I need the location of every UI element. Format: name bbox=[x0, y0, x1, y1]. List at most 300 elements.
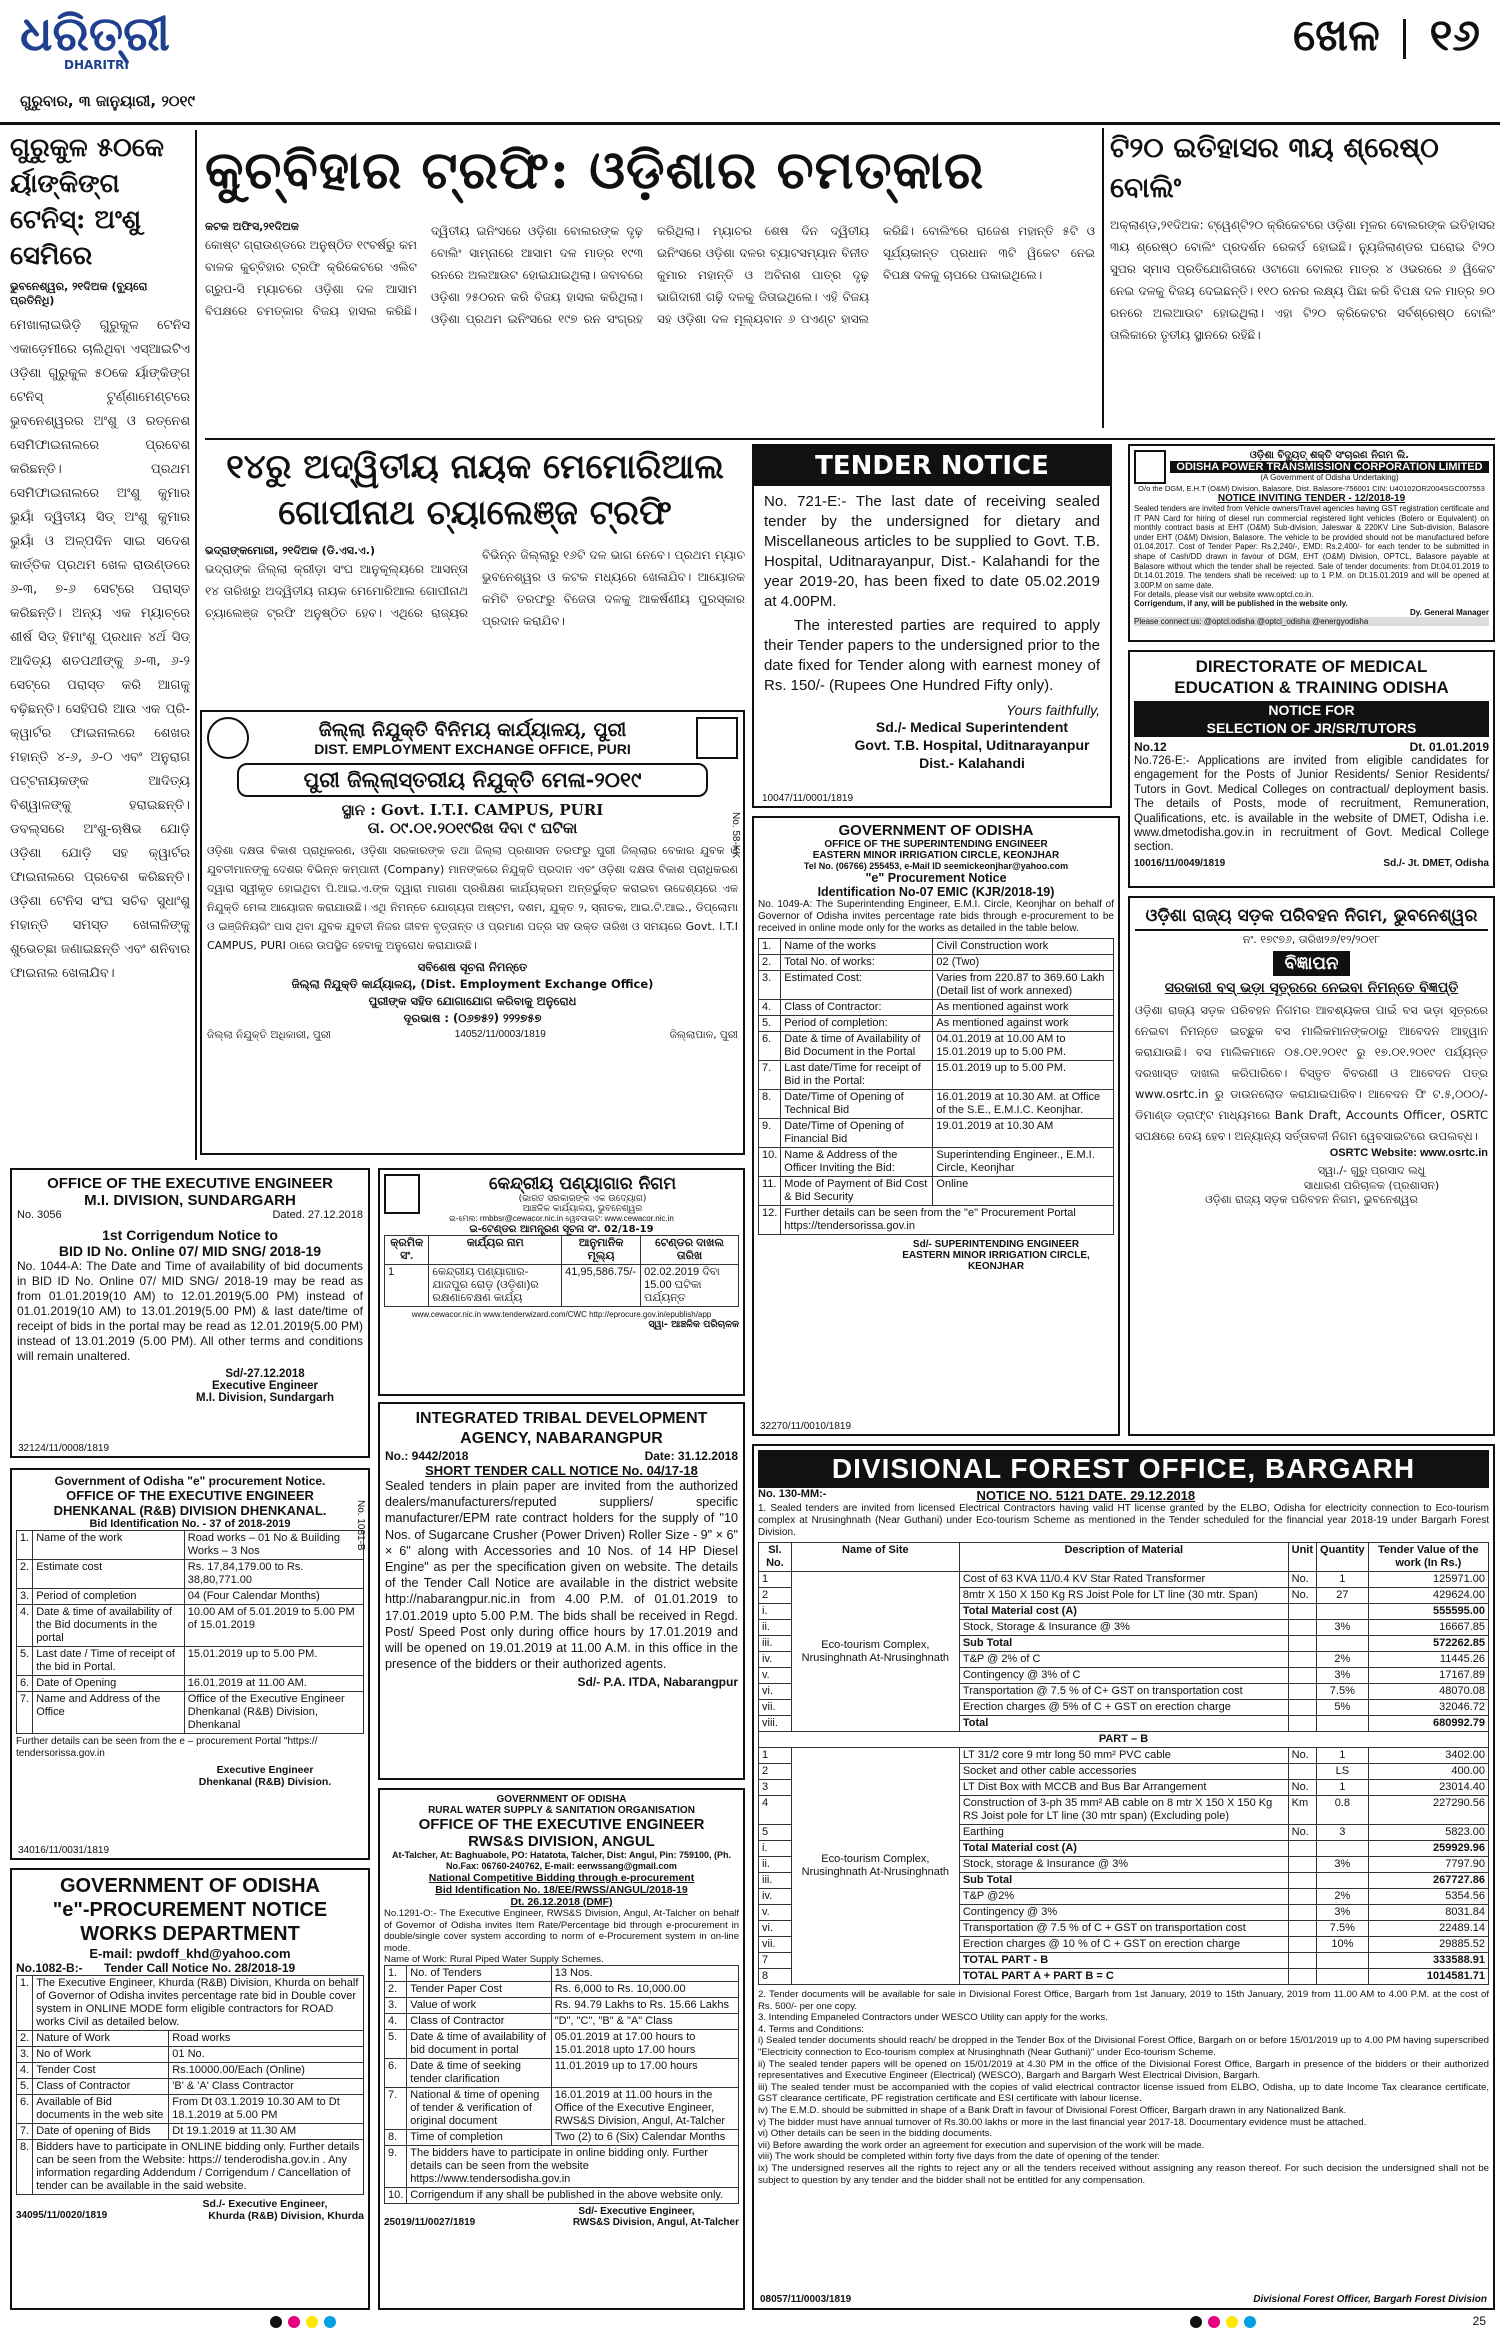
term-item: vi) Other details can be seen in the bidding documents. bbox=[758, 2128, 993, 2140]
story-body: ଭଦ୍ରାଙ୍କ ଜିଲ୍ଲା କ୍ରୀଡ଼ା ସଂଘ ଆନୁକୂଲ୍ୟରେ ଆସନ୍ତା ୧୪ ତାରିଖରୁ ଅଦ୍ୱିତୀୟ ନାୟକ ମେମୋରିଆଲ ଗୋପୀନାଥ ଚ୍ୟାଲେଞ୍ଜ ଟ୍ରଫି ଅନୁଷ୍ଠିତ ହେବ। ଏଥିରେ ରାଜ୍ୟର ବିଭିନ୍ନ ଜିଲ୍ଲାରୁ ୧୬ଟି ଦଳ ଭାଗ ନେବେ। ପ୍ରଥମ ମ୍ୟାଚ ଭୁବନେଶ୍ୱର ଓ କଟକ ମଧ୍ୟରେ ଖେଳାଯିବ। ଆୟୋଜକ କମିଟି ତରଫରୁ ବିଜେତା ଦଳକୁ ଆକର୍ଷଣୀୟ ପୁରସ୍କାର ପ୍ରଦାନ କରାଯିବ। bbox=[205, 548, 745, 628]
row-site: Eco-tourism Complex, Nrusinghnath At-Nrusinghnath bbox=[791, 1572, 959, 1732]
table-cell: କେନ୍ଦ୍ରୀୟ ପଣ୍ୟାଗାର-ଯାଜପୁର ରୋଡ଼ (ଓଡ଼ିଶା)ର ରକ୍ଷଣାବେକ୍ଷଣ କାର୍ଯ୍ୟ bbox=[429, 1265, 562, 1307]
row-number: v. bbox=[759, 1905, 792, 1921]
ad-sign-2: Khurda (R&B) Division, Khurda bbox=[208, 2210, 364, 2222]
ad-sign-2: RWS&S Division, Angul, At-Talcher bbox=[572, 2217, 739, 2228]
registration-marks bbox=[1190, 2316, 1290, 2330]
ad-itda bbox=[378, 1402, 745, 1780]
row-value: Superintending Engineer., E.M.I. Circle, Keonjhar bbox=[933, 1148, 1114, 1177]
row-number: 4. bbox=[17, 1605, 33, 1647]
row-number: 3 bbox=[759, 1780, 792, 1796]
row-quantity: 3% bbox=[1317, 1905, 1369, 1921]
row-quantity: 10% bbox=[1317, 1937, 1369, 1953]
reg-dot bbox=[306, 2316, 318, 2328]
main-headline-box bbox=[205, 128, 1095, 218]
row-value: 01 No. bbox=[169, 2047, 364, 2063]
row-number: 5. bbox=[17, 2079, 33, 2095]
row-quantity: 1 bbox=[1317, 1572, 1369, 1588]
row-value: Dt 19.1.2019 at 11.30 AM bbox=[169, 2124, 364, 2140]
row-quantity: 7.5% bbox=[1317, 1684, 1369, 1700]
ad-footer bbox=[384, 2217, 739, 2228]
mela-venue: ସ୍ଥାନ : Govt. I.T.I. CAMPUS, PURI bbox=[341, 801, 604, 819]
ad-signature bbox=[1255, 1163, 1488, 1193]
ad-sub-2: Bid Identification No. 18/EE/RWSS/ANGUL/2018-19 bbox=[435, 1884, 688, 1896]
ad-title-2: AGENCY, NABARANGPUR bbox=[460, 1430, 663, 1447]
ad-notice: NOTICE INVITING TENDER - 12/2018-19 bbox=[1217, 493, 1406, 504]
table-row bbox=[759, 1206, 1114, 1235]
row-value: 'B' & 'A' Class Contractor bbox=[169, 2079, 364, 2095]
ad-meta bbox=[17, 1209, 363, 1221]
ad-title-2: OFFICE OF THE EXECUTIVE ENGINEER bbox=[66, 1488, 314, 1503]
divider bbox=[1403, 19, 1406, 59]
ad-sign: Sd./- Jt. DMET, Odisha bbox=[1383, 857, 1489, 869]
table-row bbox=[17, 2031, 364, 2047]
row-number: 2. bbox=[17, 1560, 33, 1589]
row-number: vi. bbox=[759, 1684, 792, 1700]
ad-date: Date: 31.12.2018 bbox=[644, 1449, 738, 1463]
row-value: 333588.91 bbox=[1368, 1953, 1488, 1969]
ad-title-2: "e"-PROCUREMENT NOTICE bbox=[52, 1899, 328, 1921]
row-label: Date of opening of Bids bbox=[33, 2124, 169, 2140]
row-description: Total Material cost (A) bbox=[959, 1841, 1288, 1857]
row-number: ii. bbox=[759, 1857, 792, 1873]
table-row bbox=[759, 939, 1114, 955]
row-label: Time of completion bbox=[407, 2130, 551, 2146]
row-value: 3402.00 bbox=[1368, 1748, 1488, 1764]
row-value: 19.01.2019 at 10.30 AM bbox=[933, 1119, 1114, 1148]
row-number: 12. bbox=[759, 1206, 781, 1235]
section-name: ଖେଳ bbox=[1293, 10, 1380, 61]
row-number: 3. bbox=[759, 971, 781, 1000]
term-item: ii) The sealed tender papers will be opened on 15/01/2019 at 4.30 PM in the office of the Divisional Forest Office, Bargarh in presence of the bidders or their authorized representatives and Executive Engineer (Electrical) (WESCO), Bargarh and Bargarh West Electrical Division, Bargarh. bbox=[758, 2058, 1489, 2082]
row-value: 1014581.71 bbox=[1368, 1969, 1488, 1985]
column-header: Unit bbox=[1288, 1543, 1316, 1572]
ad-sign-2: EASTERN MINOR IRRIGATION CIRCLE, KEONJHAR bbox=[902, 1250, 1090, 1272]
ad-notice-1: "e" Procurement Notice bbox=[865, 871, 1007, 885]
row-number: vii. bbox=[759, 1700, 792, 1716]
row-number: 4. bbox=[759, 1000, 781, 1016]
row-unit: No. bbox=[1288, 1780, 1316, 1796]
ad-body: No.726-E:- Applications are invited from eligible candidates for engagement for the Posts of Junior Residents/ Senior Residents/ Tutors in Govt. Medical Colleges on contractual/ deployment basis. The details of Posts, mode of recruitment, Remuneration, Qualifications, etc. is available in the website of DMET, Odisha i.e. www.dmetodisha.gov.in in recruitment of Govt. Medical College section. bbox=[1134, 755, 1489, 854]
row-label: Date & time of seeking tender clarification bbox=[407, 2059, 551, 2088]
row-number: viii. bbox=[759, 1716, 792, 1732]
ad-email: ଇ-ମେଲ: rmbbsr@cewacor.nic.in ୱେବସାଇଟ: www.cewacor.nic.in bbox=[449, 1214, 674, 1223]
ad-ref: 14052/11/0003/1819 bbox=[454, 1029, 546, 1040]
ad-address: At-Talcher, At: Baghuabole, PO: Hatatota, Talcher, Dist: Angul, Pin: 759100, (Ph. No.Fax: 06760-240762, E-mail: eerwssang@gmail.com bbox=[391, 1850, 732, 1871]
ad-title: DIVISIONAL FOREST OFFICE, BARGARH bbox=[758, 1450, 1489, 1488]
ad-ref: 32124/11/0008/1819 bbox=[18, 1443, 110, 1454]
ad-tender-tb-hospital bbox=[752, 444, 1112, 808]
row-quantity bbox=[1317, 1953, 1369, 1969]
ad-notice: ଇ-ଟେଣ୍ଡର ଆମନ୍ତ୍ରଣ ସୂଚନା ସଂ. 02/18-19 bbox=[469, 1224, 654, 1235]
contact-line: ପୁରୀଙ୍କ ସହିତ ଯୋଗାଯୋଗ କରିବାକୁ ଅନୁରୋଧ bbox=[368, 994, 577, 1008]
row-quantity: 2% bbox=[1317, 1652, 1369, 1668]
ad-meta bbox=[758, 1488, 1489, 1503]
column-header: Description of Material bbox=[959, 1543, 1288, 1572]
row-number: 2. bbox=[759, 955, 781, 971]
ad-optcl bbox=[1128, 444, 1495, 642]
row-unit bbox=[1288, 1652, 1316, 1668]
headline-line-2: ଗୋପୀନାଥ ଚ୍ୟାଲେଞ୍ଜ ଟ୍ରଫି bbox=[278, 493, 672, 533]
story-memorial bbox=[205, 444, 745, 704]
row-value: 400.00 bbox=[1368, 1764, 1488, 1780]
ad-address: ଆଞ୍ଚଳିକ କାର୍ଯ୍ୟାଳୟ, ଭୁବନେଶ୍ୱର bbox=[522, 1204, 643, 1214]
row-description: LT Dist Box with MCCB and Bus Bar Arrangement bbox=[959, 1780, 1288, 1796]
row-text: The Executive Engineer, Khurda (R&B) Division, Khurda on behalf of Governor of Odisha invites percentage rate bid in Double cover system in ONLINE MODE form eligible contractors for ROAD works Civil as detailed below. bbox=[33, 1976, 364, 2031]
ad-notice-2: SELECTION OF JR/SR/TUTORS bbox=[1134, 719, 1489, 737]
ad-sign-1: Executive Engineer bbox=[216, 1764, 314, 1776]
edition-date: ଗୁରୁବାର, ୩ ଜାନୁୟାରୀ, ୨୦୧୯ bbox=[20, 92, 195, 110]
column-header: କ୍ରମିକ ସଂ. bbox=[385, 1236, 429, 1265]
row-quantity bbox=[1317, 1716, 1369, 1732]
ad-title-1: INTEGRATED TRIBAL DEVELOPMENT bbox=[415, 1410, 708, 1427]
row-number: 5 bbox=[759, 1825, 792, 1841]
row-number: 8. bbox=[759, 1090, 781, 1119]
reg-dot bbox=[1244, 2316, 1256, 2328]
table-row bbox=[759, 1148, 1114, 1177]
row-description: T&P @ 2% of C bbox=[959, 1652, 1288, 1668]
ad-title-3: OFFICE OF THE EXECUTIVE ENGINEER bbox=[418, 1816, 705, 1833]
table-row bbox=[385, 2030, 739, 2059]
table-row bbox=[759, 1572, 1489, 1588]
row-number: 6. bbox=[17, 1676, 33, 1692]
row-quantity bbox=[1317, 1841, 1369, 1857]
row-value: 227290.56 bbox=[1368, 1796, 1488, 1825]
side-code: No. 1081-B bbox=[355, 1500, 366, 1551]
row-value: 11.01.2019 up to 17.00 hours bbox=[551, 2059, 738, 2088]
ad-title-4: RWS&S DIVISION, ANGUL bbox=[468, 1833, 655, 1850]
row-number: 9. bbox=[759, 1119, 781, 1148]
row-unit bbox=[1288, 1841, 1316, 1857]
ad-sign-1: Sd./- Executive Engineer, bbox=[202, 2198, 328, 2210]
row-number: 1. bbox=[17, 1531, 33, 1560]
odisha-emblem-icon bbox=[207, 717, 249, 759]
row-value: 572262.85 bbox=[1368, 1636, 1488, 1652]
sign-line: Dist.- Kalahandi bbox=[919, 755, 1025, 771]
row-value: 11445.26 bbox=[1368, 1652, 1488, 1668]
ad-work: Name of Work: Rural Piped Water Supply Schemes. bbox=[384, 1954, 604, 1965]
term-item: iii) The sealed tender must be accompanied with the copies of valid electrical contractor license issued from ELBO, Odisha, up to date Income Tax clearance certificate, GST clearance certificate, PF registration certificate and ESI certificate with labour license. bbox=[758, 2081, 1489, 2105]
page-footer-number: 25 bbox=[1472, 2314, 1486, 2328]
row-value: 13 Nos. bbox=[551, 1966, 738, 1982]
row-description: Transportation @ 7.5 % of C + GST on transportation cost bbox=[959, 1921, 1288, 1937]
row-text: The bidders have to participate in online bidding only. Further details can be seen from the website https://www.tendersodisha.gov.in bbox=[407, 2146, 739, 2188]
term-item: viii) The work should be completed within forty five days from the date of opening of the tender. bbox=[758, 2151, 1160, 2163]
ad-osrtc bbox=[1128, 896, 1495, 1436]
row-number: 9. bbox=[385, 2146, 407, 2188]
row-description: Socket and other cable accessories bbox=[959, 1764, 1288, 1780]
ad-header bbox=[384, 1174, 739, 1214]
row-label: Date & time of Availability of Bid Document in the Portal bbox=[781, 1032, 933, 1061]
row-label: Last date/Time for receipt of Bid in the Portal: bbox=[781, 1061, 933, 1090]
table-row bbox=[17, 1976, 364, 2031]
row-label: Name and Address of the Office bbox=[33, 1692, 185, 1734]
row-number: 4. bbox=[385, 2014, 407, 2030]
ad-ref: 08057/11/0003/1819 bbox=[760, 2294, 852, 2305]
ad-sub: (ଭାରତ ସରକାରଙ୍କ ଏକ ଉଦ୍ୟୋଗ) bbox=[518, 1194, 647, 1204]
row-value: 7797.90 bbox=[1368, 1857, 1488, 1873]
row-value: 267727.86 bbox=[1368, 1873, 1488, 1889]
ad-website: OSRTC Website: www.osrtc.in bbox=[1329, 1147, 1488, 1159]
row-number: 2 bbox=[759, 1764, 792, 1780]
table-row bbox=[385, 1982, 739, 1998]
column-header: ଆନୁମାନିକ ମୂଲ୍ୟ bbox=[562, 1236, 641, 1265]
row-number: 7. bbox=[759, 1061, 781, 1090]
ad-meta bbox=[385, 1449, 738, 1463]
column-divider bbox=[195, 130, 197, 1160]
row-description: Total bbox=[959, 1716, 1288, 1732]
dateline: ଭୁବନେଶ୍ୱର, ୨୧ଦିଅକ (ବ୍ୟୁରୋ ପ୍ରତିନିଧି) bbox=[10, 280, 148, 307]
contact-block bbox=[207, 959, 738, 1027]
row-description: T&P @2% bbox=[959, 1889, 1288, 1905]
sign-line: ସ୍ୱା./- ଗୁରୁ ପ୍ରସାଦ ଲଧୁ bbox=[1317, 1164, 1426, 1177]
row-number: iv. bbox=[759, 1652, 792, 1668]
row-label: No of Work bbox=[33, 2047, 169, 2063]
ad-dmet bbox=[1128, 650, 1495, 888]
row-value: Online bbox=[933, 1177, 1114, 1206]
row-quantity bbox=[1317, 1604, 1369, 1620]
term-item: iv) The E.M.D. should be submitted in shape of a Bank Draft in favour of Divisional Forest Officer, Bargarh drawn in any Nationalized Bank. bbox=[758, 2104, 1347, 2116]
story-body: କୋଷ୍ଟ ଗ୍ରାଉଣ୍ଡରେ ଅନୁଷ୍ଠିତ ୧୯ବର୍ଷରୁ କମ ବାଳକ କୁଚ୍‌ବିହାର ଟ୍ରଫି କ୍ରିକେଟରେ ଏଲିଟ ଗ୍ରୁପ-ସି ମ୍ୟାଚରେ ଓଡ଼ିଶା ଦଳ ଆସାମ ବିପକ୍ଷରେ ଚମତ୍କାର ବିଜୟ ହାସଲ କରିଛି। ଦ୍ୱିତୀୟ ଇନିଂସରେ ଓଡ଼ିଶା ବୋଲରଙ୍କ ଦୃଢ଼ ବୋଲିଂ ସାମ୍ନାରେ ଆସାମ ଦଳ ମାତ୍ର ୧୯୩ ରନରେ ଅଲଆଉଟ ହୋଇଯାଇଥିଲା। ଜବାବରେ ଓଡ଼ିଶା ୨୫୦ରନ କରି ବିଜୟ ହାସଲ କରିଥିଲା। ଓଡ଼ିଶା ପ୍ରଥମ ଇନିଂସରେ ୧୯୭ ରନ ସଂଗ୍ରହ କରିଥିଲା। ମ୍ୟାଚର ଶେଷ ଦିନ ଦ୍ୱିତୀୟ ଇନିଂସରେ ଓଡ଼ିଶା ଦଳର ବ୍ୟାଟସମ୍ୟାନ ବିନୀତ କୁମାର ମହାନ୍ତି ଓ ଅବିନାଶ ପାତ୍ର ଦୃଢ଼ ଭାଗିଦାରୀ ଗଢ଼ି ଦଳକୁ ଜିତାଇଥିଲେ। ଏହି ବିଜୟ ସହ ଓଡ଼ିଶା ଦଳ ମୂଲ୍ୟବାନ ୬ ପଏଣ୍ଟ ହାସଲ କରିଛି। ବୋଲିଂରେ ରାଜେଶ ମହାନ୍ତି ୫ଟି ଓ ସୂର୍ଯ୍ୟକାନ୍ତ ପ୍ରଧାନ ୩ଟି ୱିକେଟ ନେଇ ବିପକ୍ଷ ଦଳକୁ ଚାପରେ ପକାଇଥିଲେ। bbox=[205, 224, 1095, 326]
signature bbox=[834, 718, 1110, 772]
ad-notice-line bbox=[16, 1961, 364, 1975]
body-para-1: No. 721-E:- The last date of receiving sealed tender by the undersigned for dietary and Miscellaneous articles to be supplied to Govt. T.B. Hospital, Uditnarayanpur, Dist.- Kalahandi for the year 2019-20, has been fixed to date 05.02.2019 at 4.00PM. bbox=[764, 493, 1100, 610]
row-label: Date/Time of Opening of Technical Bid bbox=[781, 1090, 933, 1119]
row-value: 16667.85 bbox=[1368, 1620, 1488, 1636]
row-description: Total Material cost (A) bbox=[959, 1604, 1288, 1620]
row-description: Construction of 3-ph 35 mm² AB cable on 8 mtr X 150 X 150 Kg RS Joist pole for LT line (30 mtr span) (Excluding pole) bbox=[959, 1796, 1288, 1825]
row-text: Bidders have to participate in ONLINE bidding only. Further details can be seen from the Website: https:// tenderodisha.gov.in . Any information regarding Addendum / Corrigendum / Cancellation of tender can be available in the said website. bbox=[33, 2140, 364, 2195]
row-value: 259929.96 bbox=[1368, 1841, 1488, 1857]
ad-notice-2: Identification No-07 EMIC (KJR/2018-19) bbox=[817, 885, 1055, 899]
row-label: Estimated Cost: bbox=[781, 971, 933, 1000]
ad-sub-1: 1st Corrigendum Notice to bbox=[102, 1227, 278, 1243]
ad-ref: 10016/11/0049/1819 bbox=[1134, 857, 1226, 869]
ad-ref: 32270/11/0010/1819 bbox=[760, 1421, 852, 1432]
reg-dot bbox=[1208, 2316, 1220, 2328]
ad-footer bbox=[16, 2210, 364, 2222]
contact-phone: ଦୂରଭାଷ : (୦୬୭୫୨) ୨୨୨୭୫୭ bbox=[403, 1011, 542, 1025]
column-header: କାର୍ଯ୍ୟର ନାମ bbox=[429, 1236, 562, 1265]
table-row bbox=[759, 1000, 1114, 1016]
table-row bbox=[17, 2079, 364, 2095]
row-value: Road works – 01 No & Building Works – 3 Nos bbox=[184, 1531, 363, 1560]
row-quantity bbox=[1317, 1873, 1369, 1889]
ad-date: Dt. 01.01.2019 bbox=[1409, 740, 1489, 754]
ad-title-1: GOVERNMENT OF ODISHA bbox=[496, 1794, 627, 1805]
row-value: 15.01.2019 up to 5.00 PM. bbox=[184, 1647, 363, 1676]
row-value: Rs. 6,000 to Rs. 10,000.00 bbox=[551, 1982, 738, 1998]
ad-sign-1: Sd/-27.12.2018 bbox=[225, 1368, 305, 1380]
forest-table bbox=[758, 1542, 1489, 1985]
logo-subtext: DHARITRI bbox=[64, 58, 129, 72]
row-value: 16.01.2019 at 11.00 AM. bbox=[184, 1676, 363, 1692]
ad-dhenkanal bbox=[10, 1468, 370, 1860]
ad-sub: Bid Identification No. - 37 of 2018-2019 bbox=[89, 1518, 291, 1530]
ad-title: DIST. EMPLOYMENT EXCHANGE OFFICE, PURI bbox=[314, 741, 631, 757]
ad-title-1: GOVERNMENT OF ODISHA bbox=[838, 822, 1034, 839]
ad-header bbox=[207, 717, 738, 759]
dhenkanal-table bbox=[16, 1530, 364, 1734]
ad-body: Sealed tenders are invited from Vehicle owners/Travel agencies having GST registration certificate and IT PAN Card for hiring of diesel run commercial registered light vehicles (Bolero or Equivalent) on monthly contract basis at EHT (O&M) Sub-division, Jaleswar & 220KV Line Sub-division, Balasore under EHT (O&M) Division, Balasore. The vehicle to be provided should not be manufactured before 01.04.2017. Cost of Tender Paper: Rs.2,240/-, EMD: Rs.2,400/- for each tender to be submitted in shape of Cash/DD drawn in favour of DGM, EHT (O&M) Division, OPTCL, Balasore payable at Balasore without which the tender shall be rejected. Sale of tender documents: from Dt.04.01.2019 to Dt.14.01.2019. The tenders shall be received: up to 1 P.M. on Dt.15.01.2019 and will be opened at 3.00P.M on same date. bbox=[1134, 504, 1489, 590]
cwc-logo-icon bbox=[384, 1174, 420, 1214]
column-header: Name of Site bbox=[791, 1543, 959, 1572]
mela-title: ପୁରୀ ଜିଲ୍ଲାସ୍ତରୀୟ ନିଯୁକ୍ତି ମେଳା-୨୦୧୯ bbox=[237, 763, 708, 797]
row-label: Name of the work bbox=[33, 1531, 185, 1560]
row-quantity: 1 bbox=[1317, 1780, 1369, 1796]
row-number: 5. bbox=[759, 1016, 781, 1032]
mela-datetime: ତା. ୦୯.୦୧.୨୦୧୯ରିଖ ଦିବା ୯ ଘଟିକା bbox=[367, 819, 578, 837]
row-number: ii. bbox=[759, 1620, 792, 1636]
ad-body bbox=[754, 486, 1110, 702]
term-item: i) Sealed tender documents should reach/ be dropped in the Tender Box of the Divisional Forest Office, Bargarh on or before 15/01/2019 up to 4.00 PM having superscribed "Electricity connection to Eco-tourism complex at Nrusinghnath (Near Guthani)" under Eco-tourism Scheme. bbox=[758, 2035, 1489, 2058]
registration-marks bbox=[270, 2316, 370, 2330]
ad-employment-puri bbox=[200, 710, 745, 1155]
main-headline: କୁଚ୍‌ବିହାର ଟ୍ରଫି: ଓଡ଼ିଶାର ଚମତ୍କାର bbox=[205, 140, 985, 201]
row-unit: No. bbox=[1288, 1825, 1316, 1841]
row-value: Rs. 17,84,179.00 to Rs. 38,80,771.00 bbox=[184, 1560, 363, 1589]
row-description: Cost of 63 KVA 11/0.4 KV Star Rated Transformer bbox=[959, 1572, 1288, 1588]
row-quantity: 3 bbox=[1317, 1825, 1369, 1841]
row-divider bbox=[205, 438, 1495, 440]
reg-dot bbox=[288, 2316, 300, 2328]
ad-no: No.12 bbox=[1134, 740, 1167, 754]
headline: ଟି୨୦ ଇତିହାସର ୩ୟ ଶ୍ରେଷ୍ଠ ବୋଲିଂ bbox=[1110, 131, 1439, 204]
ad-sub-3: Dt. 26.12.2018 (DMF) bbox=[510, 1896, 613, 1908]
ad-title: କେନ୍ଦ୍ରୀୟ ପଣ୍ୟାଗାର ନିଗମ bbox=[488, 1174, 677, 1194]
row-unit bbox=[1288, 1716, 1316, 1732]
logo-text: ଧରିତ୍ରୀ bbox=[20, 6, 170, 62]
row-value: 17167.89 bbox=[1368, 1668, 1488, 1684]
row-label: Estimate cost bbox=[33, 1560, 185, 1589]
row-number: 5. bbox=[385, 2030, 407, 2059]
term-item: v) The bidder must have annual turnover of Rs.30.00 lakhs or more in the last financial year 2017-18. Documentary evidence must be attached. bbox=[758, 2116, 1367, 2128]
table-row bbox=[17, 1589, 364, 1605]
row-unit: No. bbox=[1288, 1588, 1316, 1604]
ad-forest-bargarh bbox=[752, 1444, 1495, 2310]
ad-title-3: DHENKANAL (R&B) DIVISION DHENKANAL. bbox=[53, 1503, 327, 1518]
row-label: Date & time of availability of bid document in portal bbox=[407, 2030, 551, 2059]
row-value: Rs.10000.00/Each (Online) bbox=[169, 2063, 364, 2079]
row-value: 125971.00 bbox=[1368, 1572, 1488, 1588]
row-quantity: 2% bbox=[1317, 1889, 1369, 1905]
ad-notice: NOTICE NO. 5121 DATE. 29.12.2018 bbox=[976, 1488, 1196, 1503]
row-number: 7 bbox=[759, 1953, 792, 1969]
ad-title-2: OFFICE OF THE SUPERINTENDING ENGINEER bbox=[824, 839, 1048, 850]
table-row bbox=[759, 1032, 1114, 1061]
table-row bbox=[385, 2130, 739, 2146]
row-number: 1 bbox=[759, 1748, 792, 1764]
row-unit bbox=[1288, 1937, 1316, 1953]
row-value: As mentioned against work bbox=[933, 1016, 1114, 1032]
cwc-table bbox=[384, 1235, 739, 1307]
row-label: Class of Contractor: bbox=[781, 1000, 933, 1016]
row-value: 04.01.2019 at 10.00 AM to 15.01.2019 up to 5.00 PM. bbox=[933, 1032, 1114, 1061]
row-value: 48070.08 bbox=[1368, 1684, 1488, 1700]
ad-sundargarh bbox=[10, 1168, 370, 1458]
row-value: "D", "C", "B" & "A" Class bbox=[551, 2014, 738, 2030]
row-site: Eco-tourism Complex, Nrusinghnath At-Nrusinghnath bbox=[791, 1748, 959, 1985]
row-description: 8mtr X 150 X 150 Kg RS Joist Pole for LT line (30 mtr. Span) bbox=[959, 1588, 1288, 1604]
row-value: Civil Construction work bbox=[933, 939, 1114, 955]
row-value: 04 (Four Calendar Months) bbox=[184, 1589, 363, 1605]
table-row bbox=[759, 955, 1114, 971]
row-number: 6. bbox=[385, 2059, 407, 2088]
story-body: ମେଖାଲାଇଭିଡ଼ି ଗୁରୁକୁଳ ଟେନିସ ଏକାଡ଼େମୀରେ ଚାଲିଥିବା ଏସ୍‌ଆଇଟିଏ ଓଡ଼ିଶା ଗୁରୁକୁଳ ୫୦କେ ର୍ୟାଙ୍କିଙ୍ଗ ଟେନିସ୍ ଟୁର୍ଣ୍ଣାମେଣ୍ଟରେ ଭୁବନେଶ୍ୱରର ଅଂଶୁ ଓ ରତ୍ନେଶ ସେମିଫାଇନାଲରେ ପ୍ରବେଶ କରିଛନ୍ତି। ପ୍ରଥମ ସେମିଫାଇନାଲରେ ଅଂଶୁ କୁମାର ଭୁୟାଁ ଦ୍ୱିତୀୟ ସିଡ୍ ଅଂଶୁ କୁମାର ଭୁୟାଁ ଓ ଅଳ୍ପଦିନ ସାଇ ସଦେଶ କାର୍ତ୍ତିକ ପ୍ରଥମ ଖେଳ ରାଉଣ୍ଡରେ ୬-୩, ୭-୬ ସେଟ୍‌ରେ ପରାସ୍ତ କରିଛନ୍ତି। ଅନ୍ୟ ଏକ ମ୍ୟାଚ୍‌ରେ ଶୀର୍ଷ ସିଡ୍ ହିମାଂଶୁ ପ୍ରଧାନ ୪ର୍ଥ ସିଡ୍ ଆଦିତ୍ୟ ଶତପଥୀଙ୍କୁ ୬-୩, ୬-୨ ସେଟ୍‌ରେ ପରାସ୍ତ କରି ଆଗକୁ ବଢ଼ିଛନ୍ତି। ସେହିପରି ଆଉ ଏକ ପ୍ରି-କ୍ୱାର୍ଟର ଫାଇନାଲରେ ଶେଖର ମହାନ୍ତି ୪-୬, ୬-୦ ଏବଂ ଅନୁରାଗ ପଟ୍ଟନାୟକଙ୍କ ଆଦିତ୍ୟ ବିଶ୍ୱାଳଙ୍କୁ ହରାଇଛନ୍ତି। ଡବଲ୍‌ସରେ ଅଂଶୁ-ଋଷିଭ ଯୋଡ଼ି ଓଡ଼ିଶା ଯୋଡ଼ି ସହ କ୍ୱାର୍ଟର ଫାଇନାଲରେ ପ୍ରବେଶ କରିଛନ୍ତି। ଓଡ଼ିଶା ଟେନିସ ସଂଘ ସଚିବ ସୁଧାଂଶୁ ମହାନ୍ତି ସମସ୍ତ ଖେଳାଳିଙ୍କୁ ଶୁଭେଚ୍ଛା ଜଣାଇଛନ୍ତି ଏବଂ ଶନିବାର ଫାଇନାଲ ଖେଳାଯିବ। bbox=[10, 318, 190, 981]
ody-title: ଓଡ଼ିଶା ବିଦ୍ୟୁତ୍ ଶକ୍ତି ସଂଚାରଣ ନିଗମ ଲି. bbox=[1249, 450, 1410, 461]
ad-further: Further details can be seen from the e – procurement Portal "https:// tendersorissa.gov.in bbox=[16, 1736, 318, 1759]
row-description: TOTAL PART - B bbox=[959, 1953, 1288, 1969]
row-unit bbox=[1288, 1905, 1316, 1921]
row-label: Total No. of works: bbox=[781, 955, 933, 971]
row-label: Name of the works bbox=[781, 939, 933, 955]
ad-date: Dated. 27.12.2018 bbox=[272, 1209, 363, 1221]
row-description: TOTAL PART A + PART B = C bbox=[959, 1969, 1288, 1985]
ad-tel: Tel No. (06766) 255453, e-Mail ID seemickeonjhar@yahoo.com bbox=[803, 861, 1069, 871]
row-quantity: 3% bbox=[1317, 1857, 1369, 1873]
reg-dot bbox=[1226, 2316, 1238, 2328]
row-value: 680992.79 bbox=[1368, 1716, 1488, 1732]
row-value: 02 (Two) bbox=[933, 955, 1114, 971]
table-row bbox=[17, 1560, 364, 1589]
khurda-table bbox=[16, 1975, 364, 2195]
table-row bbox=[17, 2124, 364, 2140]
ad-angul bbox=[378, 1788, 745, 2310]
sign-line: Govt. T.B. Hospital, Uditnarayanpur bbox=[854, 737, 1090, 753]
row-value: Two (2) to 6 (Six) Calendar Months bbox=[551, 2130, 738, 2146]
row-value: 16.01.2019 at 11.00 hours in the Office of the Executive Engineer, RWS&S Division, Angul, At-Talcher bbox=[551, 2088, 738, 2130]
ad-details: For details, please visit our website www.optcl.co.in. bbox=[1134, 590, 1314, 600]
ad-email: E-mail: pwdoff_khd@yahoo.com bbox=[89, 1946, 291, 1961]
row-description: Stock, storage & Insurance @ 3% bbox=[959, 1857, 1288, 1873]
ad-sign-1: Sd/- SUPERINTENDING ENGINEER bbox=[912, 1239, 1080, 1250]
row-label: No. of Tenders bbox=[407, 1966, 551, 1982]
row-unit: No. bbox=[1288, 1748, 1316, 1764]
row-label: Class of Contractor bbox=[407, 2014, 551, 2030]
ad-terms bbox=[758, 1989, 1489, 2186]
ad-title-2: RURAL WATER SUPPLY & SANITATION ORGANISATION bbox=[428, 1805, 695, 1816]
table-row bbox=[385, 1966, 739, 1982]
row-quantity: 27 bbox=[1317, 1588, 1369, 1604]
ad-body: Sealed tenders in plain paper are invited from the authorized dealers/manufacturers/reputed suppliers/ specific manufacturer/EPM rate contract holders for the supply of "10 Nos. of Sugarcane Crusher (Power Driven) Roller Size - 9" × 6" × 6" along with Accessories and 10 Nos. of 14 HP Diesel Engine" as per the specification given on website. The details of the Tender Call Notice are available in the district website http://nabarangpur.nic.in from 4.00 P.M. of 01.01.2019 to 17.01.2019 upto 5.00 P.M. The bids shall be received in Regd. Post/ Speed Post only during office hours by 17.01.2019 and will be opened on 19.01.2019 at 11.00 A.M. in this office in the presence of the bidders or their authorized agents. bbox=[385, 1479, 738, 1672]
row-unit bbox=[1288, 1969, 1316, 1985]
ad-sub-2: BID ID No. Online 07/ MID SNG/ 2018-19 bbox=[58, 1243, 322, 1259]
ad-meta bbox=[1134, 740, 1489, 754]
row-description: LT 31/2 core 9 mtr long 50 mm² PVC cable bbox=[959, 1748, 1288, 1764]
table-row bbox=[385, 1998, 739, 2014]
term-item: 2. Tender documents will be available for sale in Divisional Forest Office, Bargarh from 1st January, 2019 to 15th January, 2019 from 11.00 AM to 4.00 P.M. at the cost of Rs. 500/- per one copy. bbox=[758, 1989, 1489, 2012]
table-row bbox=[385, 2088, 739, 2130]
row-unit bbox=[1288, 1684, 1316, 1700]
ad-title: ODISHA POWER TRANSMISSION CORPORATION LIMITED bbox=[1170, 461, 1489, 473]
ad-sign-2: Executive Engineer bbox=[211, 1380, 319, 1392]
row-unit bbox=[1288, 1921, 1316, 1937]
row-label: Class of Contractor bbox=[33, 2079, 169, 2095]
ad-sub: (A Government of Odisha Undertaking) bbox=[1260, 473, 1399, 482]
table-row bbox=[385, 2146, 739, 2188]
row-label: Available of Bid documents in the web site bbox=[33, 2095, 169, 2124]
row-number: 10. bbox=[385, 2188, 407, 2204]
row-value: 16.01.2019 at 10.30 AM. at Office of the S.E., E.M.I.C. Keonjhar. bbox=[933, 1090, 1114, 1119]
reg-dot bbox=[1190, 2316, 1202, 2328]
row-number: 1. bbox=[17, 1976, 33, 2031]
row-unit bbox=[1288, 1620, 1316, 1636]
ad-footer bbox=[760, 2294, 1487, 2305]
table-row bbox=[759, 971, 1114, 1000]
table-row bbox=[17, 1676, 364, 1692]
newspaper-logo bbox=[20, 4, 240, 84]
row-value: 32046.72 bbox=[1368, 1700, 1488, 1716]
